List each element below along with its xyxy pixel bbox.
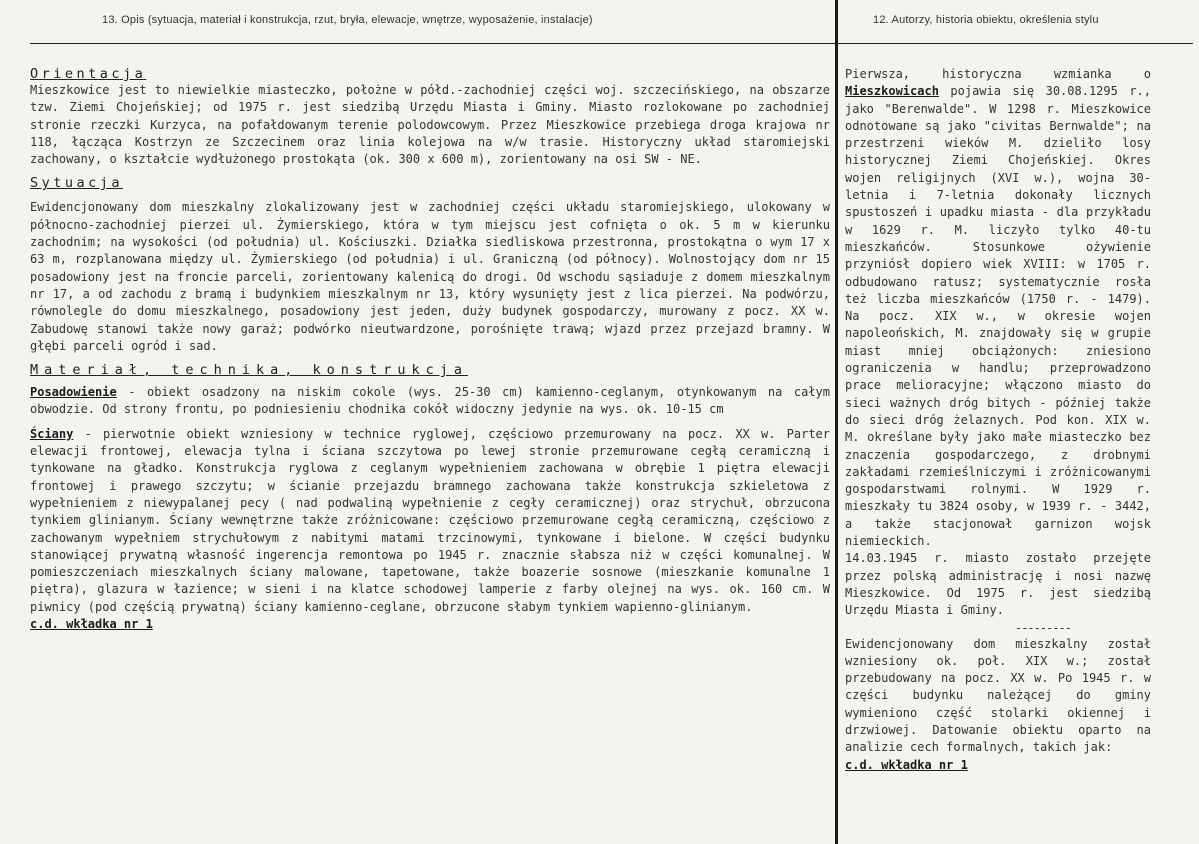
- history-intro: Pierwsza, historyczna wzmianka o: [845, 67, 1151, 81]
- header-rule: [30, 43, 1193, 44]
- town-name: Mieszkowicach: [845, 84, 939, 99]
- dating-paragraph: Ewidencjonowany dom mieszkalny został wzniesiony ok. poł. XIX w.; został przebudowany na pocz. XX w. Po 1945 r. w części budynku należącej do gminy wymieniono część stolarki okiennej i drzwiowej. Datowanie obiektu oparto na analizie cech formalnych, takich jak:: [845, 636, 1151, 755]
- material-heading: Materiał, technika, konstrukcja: [30, 362, 468, 379]
- sciany-text: - pierwotnie obiekt wzniesiony w technice ryglowej, częściowo przemurowany na pocz. XX w. Parter elewacji frontowej, elewacja tylna i ściana szczytowa po lewej stronie przemurowane cegłą ceramiczną i tynkowane na gładko. Konstrukcja ryglowa z ceglanym wypełnieniem zachowana w obrębie 1 piętra elewacji frontowej i prawego szczytu; w ścianie przejazdu bramnego zachowana także konstrukcja szkieletowa z wypełnieniem z niewypalanej pecy ( nad podwaliną wypełnienie z cegły ceramicznej) oraz strychuł, obrzucona tynkiem glinianym. Ściany wewnętrzne także zróżnicowane: częściowo przemurowane cegłą ceramiczną, częściowo z zachowanym wypełniem strychułowym z nabitymi matami trzcinowymi, tynkowane i bielone. W części budynku stanowiącej prywatną własność ingerencja remontowa po 1945 r. znacznie słabsza niż w części komunalnej. W pomieszczeniach mieszkalnych ściany malowane, tapetowane, także boazerie sosnowe (mieszkanie komunalne 1 piętra), glazura w łazience; w sieni i na klatce schodowej lamperie z farby olejnej na wys. ok. 160 cm. W piwnicy (pod częścią prywatną) ściany kamienno-ceglane, obrzucone słabym tynkiem wapienno-glinianym.: [30, 426, 830, 614]
- section-divider: ---------: [1014, 620, 1072, 635]
- continued-note-right: c.d. wkładka nr 1: [845, 757, 968, 772]
- sytuacja-text: Ewidencjonowany dom mieszkalny zlokalizowany jest w zachodniej części układu staromiejskiego, ulokowany w północno-zachodniej pierzei ul. Żymierskiego, która w tym miejscu jest cofnięta o ok. 5 m w kierunku zachodnim; na wysokości (od południa) ul. Kościuszki. Działka siedliskowa przestronna, prostokątna o wym 17 x 63 m, rozplanowana między ul. Żymierskiego (od południa) i ul. Graniczną (od północy). Wolnostojący dom nr 15 posadowiony jest na froncie parceli, zorientowany kalenicą do drogi. Od wschodu sąsiaduje z domem mieszkalnym nr 17, a od zachodu z bramą i budynkiem mieszkalnym nr 13, który wysunięty jest z lica pierzei. Na podwórzu, równolegle do domu mieszkalnego, posadowiony jest jeden, duży budynek gospodarczy, murowany z pocz. XX w. Zabudowę stanowi także nowy garaż; podwórko nieutwardzone, porośnięte trawą; wjazd przez przejazd bramny. W głębi parceli ogród i sad.: [30, 200, 830, 353]
- orientacja-text: Mieszkowice jest to niewielkie miasteczko, położne w półd.-zachodniej części woj. szczecińskiego, na obszarze tzw. Ziemi Chojeńskiej; od 1975 r. jest siedzibą Urzędu Miasta i Gminy. Miasto rozlokowane po zachodniej stronie rzeczki Kurzyca, na pofałdowanym terenie polodowcowym. Przez Mieszkowice przebiega droga krajowa nr 118, łącząca Kostrzyn ze Szczecinem oraz linia kolejowa na w/w trasie. Historyczny układ staromiejski zachowany, o kształcie wydłużonego prostokąta (ok. 300 x 600 m), zorientowany na osi SW - NE.: [30, 83, 830, 167]
- sytuacja-heading: Sytuacja: [30, 175, 124, 192]
- sciany-paragraph: [30, 426, 830, 616]
- history-column: [845, 66, 1151, 774]
- continued-note-left: c.d. wkładka nr 1: [30, 617, 153, 632]
- sciany-label: Ściany: [30, 426, 74, 441]
- column-divider: [835, 0, 838, 844]
- orientacja-heading: Orientacja: [30, 66, 147, 82]
- posadowienie-label: Posadowienie: [30, 385, 117, 400]
- posadowienie-paragraph: [30, 384, 830, 419]
- history-text: pojawia się 30.08.1295 r., jako "Berenwalde". W 1298 r. Mieszkowice odnotowane są jako "civitas Bernwalde"; na przestrzeni wieków M. dzieliło losy historycznej Ziemi Chojeńskiej. Okres wojen religijnych (XVI w.), wojna 30-letnia i 7-letnia dokonały licznych spustoszeń i upadku miasta - dla przykładu w 1629 r. M. liczyło tylko 40-tu mieszkańców. Stosunkowe ożywienie przyniósł dopiero wiek XVIII: w 1705 r. odbudowano ratusz; systematycznie rosła też liczba mieszkańców (1750 r. - 1479). Na pocz. XIX w., w okresie wojen napoleońskich, M. znajdowały się w grupie miast mniej obciążonych: zniesiono ograniczenia w handlu; przeprowadzono prace melioracyjne; włączono miasto do sieci ważnych dróg bitych - później także do sieci dróg żelaznych. Pod kon. XIX w. M. określane były jako małe miasteczko bez znaczenia gospodarczego, z drobnymi zakładami rzemieślniczymi i zróżnicowanymi gospodarstwami rolnymi. W 1929 r. mieszkały tu 3824 osoby, w 1939 r. - 3442, a także stacjonował garnizon wojsk niemieckich.: [845, 84, 1151, 549]
- description-column: [30, 66, 830, 633]
- header-left-title: 13. Opis (sytuacja, materiał i konstrukcja, rzut, bryła, elewacje, wnętrze, wyposażenie, instalacje): [102, 14, 593, 26]
- header-right-title: 12. Autorzy, historia obiektu, określenia stylu: [873, 14, 1099, 26]
- postwar-paragraph: 14.03.1945 r. miasto zostało przejęte przez polską administrację i nosi nazwę Mieszkowice. Od 1975 r. jest siedzibą Urzędu Miasta i Gminy.: [845, 551, 1151, 618]
- posadowienie-text: - obiekt osadzony na niskim cokole (wys. 25-30 cm) kamienno-ceglanym, otynkowanym na całym obwodzie. Od strony frontu, po podniesieniu chodnika cokół widoczny jedynie na wys. ok. 10-15 cm: [30, 385, 830, 417]
- history-paragraph: [845, 66, 1151, 550]
